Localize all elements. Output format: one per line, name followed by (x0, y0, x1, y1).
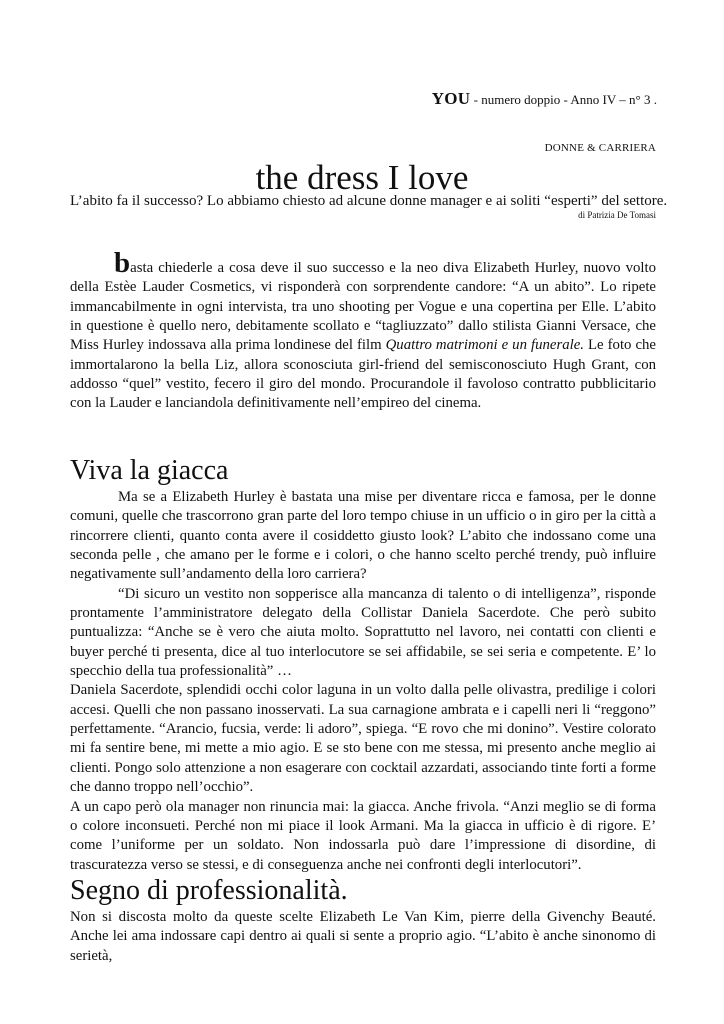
paragraph: Daniela Sacerdote, splendidi occhi color laguna in un volto dalla pelle olivastra, predilige i colori accesi. Quelli che non passano inosservati. La sua carnagione ambrata e i capelli neri li “reggono” perfettamente. “Arancio, fucsia, verde: li adoro”, spiega. “E rovo che mi donino”. Vestire colorato mi fa sentire bene, mi mette a mio agio. E se sto bene con me stessa, mi presento anche meglio ai clienti. Pongo solo attenzione a non esagerare con cocktail azzardati, associando tinte forti a forme che danno troppo nell’occhio”. (70, 682, 656, 796)
issue-label: numero doppio (481, 92, 561, 107)
byline: di Patrizia De Tomasi (578, 210, 656, 220)
section-heading: Viva la giacca (70, 455, 229, 486)
intro-text-continued: Le foto che immortalarono la bella Liz, allora sconosciuta girl-friend del semisconosciuto Hugh Grant, con addosso “quel” vestito, fecero il giro del mondo. Procurandole il favoloso contratto pubblicitario con la Lauder e lanciandola definitivamente nell’empireo del cinema. (70, 337, 656, 412)
section-body (70, 908, 656, 966)
film-title: Quattro matrimoni e un funerale. (385, 337, 584, 354)
masthead (432, 89, 657, 109)
paragraph: “Di sicuro un vestito non sopperisce alla mancanza di talento o di intelligenza”, risponde prontamente l’amministratore delegato della Collistar Daniela Sacerdote. Che però subito puntualizza: “Anche se è vero che aiuta molto. Soprattutto nel lavoro, nei contatti con clienti e buyer perché ti presenta, dice al tuo interlocutore se sei affidabile, se sei seria e competente. E’ lo specchio della tua professionalità” … (70, 585, 656, 680)
article-title: the dress I love (255, 158, 469, 197)
paragraph: Ma se a Elizabeth Hurley è bastata una mise per diventare ricca e famosa, per le donne comuni, quelle che trascorrono gran parte del loro tempo chiuse in un ufficio o in giro per la città a rincorrere clienti, quanto conta avere il cosiddetto giusto look? L’abito che indossano come una seconda pelle , che amano per le forme e i colori, o che hanno scelto perché trendy, può influire negativamente sull’andamento della loro carriera? (70, 489, 656, 583)
paragraph: Non si discosta molto da queste scelte Elizabeth Le Van Kim, pierre della Givenchy Beauté. Anche lei ama indossare capi dentro ai quali si sente a proprio agio. “L’abito è anche sinonomo di serietà, (70, 909, 656, 964)
drop-cap: b (114, 247, 131, 279)
masthead-separator: - (560, 92, 571, 107)
paragraph: A un capo però ola manager non rinuncia mai: la giacca. Anche frivola. “Anzi meglio se di forma o colore inconsueti. Perché non mi piace il look Armani. Ma la giacca in ufficio è di rigore. E’ come l’uniforme per un soldato. Non indossarla può dare l’impressione di disordine, di trascuratezza verso se stessi, e di conseguenza anche nei confronti degli interlocutori”. (70, 798, 656, 873)
intro-text: asta chiederle a cosa deve il suo successo e la neo diva Elizabeth Hurley, nuovo volto della Estèe Lauder Cosmetics, vi risponderà con sorprendente candore: “A un abito”. Lo ripete immancabilmente in ogni intervista, tra uno shooting per Vogue e una copertina per Elle. L’abito in questione è quello nero, debitamente scollato e “tagliuzzato” dallo stilista Gianni Versace, che Miss Hurley indossava alla prima londinese del film (70, 260, 656, 354)
section-body (70, 488, 656, 875)
section-tag: DONNE & CARRIERA (544, 142, 656, 154)
masthead-separator: - (470, 92, 482, 107)
magazine-name: YOU (431, 89, 471, 108)
section-heading: Segno di professionalità. (70, 875, 348, 906)
article-subtitle: L’abito fa il successo? Lo abbiamo chiesto ad alcune donne manager e ai soliti “esperti” del settore. (70, 193, 668, 209)
intro-paragraph (70, 247, 656, 414)
year-number: Anno IV – n° 3 . (570, 92, 657, 107)
